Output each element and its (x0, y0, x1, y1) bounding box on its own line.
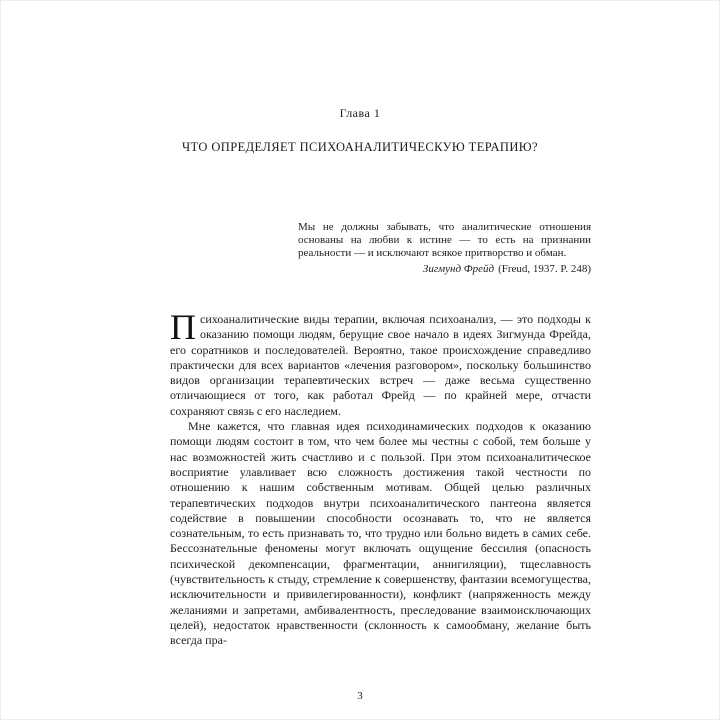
epigraph-attribution (298, 263, 591, 275)
page-number: 3 (357, 690, 363, 702)
epigraph-source: (Freud, 1937. P. 248) (498, 262, 591, 275)
paragraph-2 (170, 419, 591, 648)
paragraph-1-text: сихоаналитические виды терапии, включая психоанализ, — это подходы к оказанию помощи людям, берущие свое начало в идеях Зигмунда Фрейда, его соратников и последователей. Вероятно, такое происхождение справедливо практически для всех вариантов «лечения разговором», поскольку большинство видов организации терапевтических встреч — даже весьма существенно отличающиеся от того, как работал Фрейд — по крайней мере, отчасти сохраняют связь с его наследием. (170, 312, 591, 418)
page-title: ЧТО ОПРЕДЕЛЯЕТ ПСИХОАНАЛИТИЧЕСКУЮ ТЕРАПИЮ? (182, 140, 538, 154)
paragraph-1 (170, 307, 591, 419)
epigraph (170, 221, 591, 275)
body-text (170, 307, 591, 649)
epigraph-text: Мы не должны забывать, что аналитические отношения основаны на любви к истине — то есть на признании реальности — и исключают всякое притворство и обман. (298, 221, 591, 260)
epigraph-author: Зигмунд Фрейд (422, 262, 495, 275)
dropcap: П (170, 307, 196, 347)
chapter-heading: Глава 1 (339, 106, 381, 120)
paragraph-2-text: Мне кажется, что главная идея психодинамических подходов к оказанию помощи людям состоит в том, что чем более мы честны с собой, тем больше у нас возможностей жить счастливо и с пользой. При этом психоаналитическое восприятие улавливает всю сложность достижения такой честности по отношению к нашим собственным мотивам. Общей целью различных терапевтических подходов внутри психоаналитического пантеона является содействие в повышении способности осознавать то, что не является сознательным, то есть признавать то, что трудно или больно видеть в самих себе. Бессознательные феномены могут включать ощущение бессилия (опасность психической декомпенсации, фрагментации, аннигиляции), тщеславность (чувствительность к стыду, стремление к совершенству, фантазии всемогущества, исключительности и привилегированности), конфликт (напряженность между желаниями и запретами, амбивалентность, преследование взаимоисключающих целей), недостаток нравственности (склонность к самообману, желание быть всегда пра- (170, 419, 591, 648)
